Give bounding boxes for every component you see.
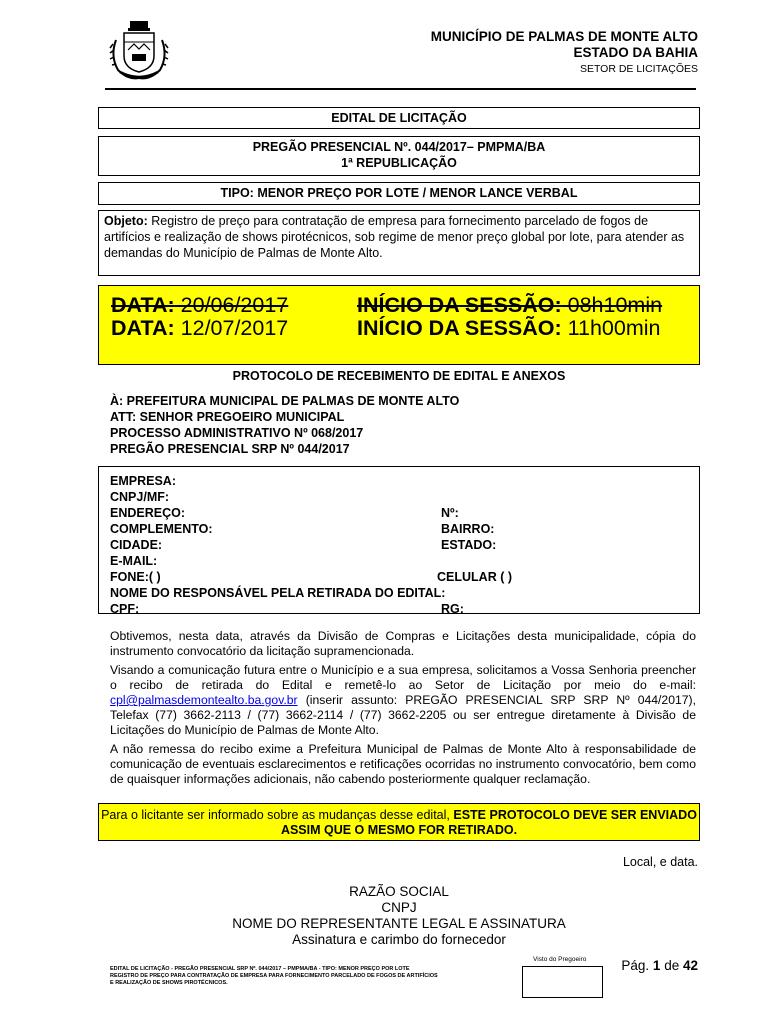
address-process: PROCESSO ADMINISTRATIVO Nº 068/2017: [110, 426, 364, 440]
cnpj-field[interactable]: CNPJ/MF:: [110, 490, 170, 504]
complemento-field[interactable]: COMPLEMENTO:: [110, 522, 213, 536]
paragraph-responsibility: A não remessa do recibo exime a Prefeitura Municipal de Palmas de Monte Alto à responsabilidade de comunicação de eventuais esclarecimentos e retificações ocorridas no instrumento convocatório, bem como de quaisquer informações adicionais, não cabendo posteriormente qualquer reclamação.: [110, 742, 696, 786]
objeto-label: Objeto:: [104, 214, 148, 228]
department-name: SETOR DE LICITAÇÕES: [579, 63, 698, 75]
protocolo-title: PROTOCOLO DE RECEBIMENTO DE EDITAL E ANEXOS: [232, 369, 566, 383]
signature-cnpj: CNPJ: [381, 900, 417, 915]
signature-representative: NOME DO REPRESENTANTE LEGAL E ASSINATURA: [232, 916, 566, 931]
signature-stamp: Assinatura e carimbo do fornecedor: [292, 932, 506, 947]
visto-label: Visto do Pregoeiro: [533, 956, 587, 963]
paragraph-receipt: Obtivemos, nesta data, através da Divisão de Compras e Licitações desta municipalidade, cópia do instrumento convocatório da licitação supramencionada.: [110, 629, 696, 658]
new-session-time: INÍCIO DA SESSÃO: 11h00min: [357, 316, 661, 340]
objeto-box: [98, 210, 700, 276]
state-name: ESTADO DA BAHIA: [573, 45, 698, 60]
celular-field[interactable]: CELULAR ( ): [437, 570, 512, 584]
company-form-box: [98, 466, 700, 614]
visto-box: [522, 966, 603, 998]
old-session-time: INÍCIO DA SESSÃO: 08h10min: [357, 293, 663, 317]
footer-reference: EDITAL DE LICITAÇÃO - PREGÃO PRESENCIAL SRP Nº. 044/2017 – PMPMA/BA - TIPO: MENOR PREÇO POR LOTE REGISTRO DE PREÇO PARA CONTRATAÇÃO DE EMPRESA PARA FORNECIMENTO PARCELADO DE FOGOS DE ARTIFÍCIOS E REALIZAÇÃO DE SHOWS PIROTÉCNICOS.: [110, 966, 438, 986]
objeto-text: Registro de preço para contratação de empresa para fornecimento parcelado de fogos de artifícios e realização de shows pirotécnicos, sob regime de menor preço global por lote, para atender as demandas do Município de Palmas de Monte Alto.: [104, 214, 685, 260]
page-number: Pág. 1 de 42: [621, 958, 698, 973]
notice-text: Para o licitante ser informado sobre as mudanças desse edital,: [101, 808, 454, 822]
address-attention: ATT: SENHOR PREGOEIRO MUNICIPAL: [110, 410, 345, 424]
bairro-field[interactable]: BAIRRO:: [441, 522, 495, 536]
email-field[interactable]: E-MAIL:: [110, 554, 158, 568]
paragraph-communication: Visando a comunicação futura entre o Município e a sua empresa, solicitamos a Vossa Senhoria preencher o recibo de retirada do Edital e remetê-lo ao Setor de Licitação por meio do e-mail: cpl@palmasdemontealto.ba.gov.br (inserir assunto: PREGÃO PRESENCIAL SRP SRP Nº 044/2017), Telefax (77) 3662-2113 / (77) 3662-2114 / (77) 3662-2205 ou ser entregue diretamente à Divisão de Licitações do Município de Palmas de Monte Alto.: [110, 663, 696, 737]
new-date: DATA: 12/07/2017: [111, 316, 289, 340]
cidade-field[interactable]: CIDADE:: [110, 538, 163, 552]
empresa-field[interactable]: EMPRESA:: [110, 474, 176, 488]
local-date: Local, e data.: [622, 855, 698, 869]
fone-field[interactable]: FONE:( ): [110, 570, 161, 584]
email-link[interactable]: cpl@palmasdemontealto.ba.gov.br: [110, 693, 298, 707]
municipality-name: MUNICÍPIO DE PALMAS DE MONTE ALTO: [430, 29, 698, 44]
edital-title: EDITAL DE LICITAÇÃO: [98, 107, 700, 129]
pregao-number: PREGÃO PRESENCIAL Nº. 044/2017– PMPMA/BA: [252, 140, 546, 154]
endereco-field[interactable]: ENDEREÇO:: [110, 506, 186, 520]
pregao-box: [98, 136, 700, 176]
notice-emphasis: ESTE PROTOCOLO DEVE SER ENVIADO ASSIM QUE O MESMO FOR RETIRADO.: [280, 808, 697, 837]
signature-company: RAZÃO SOCIAL: [349, 884, 449, 899]
republication-label: 1ª REPUBLICAÇÃO: [341, 156, 457, 170]
cpf-field[interactable]: CPF:: [110, 602, 140, 616]
numero-field[interactable]: Nº:: [441, 506, 459, 520]
estado-field[interactable]: ESTADO:: [441, 538, 497, 552]
header-divider: [105, 88, 696, 90]
rg-field[interactable]: RG:: [441, 602, 464, 616]
session-dates-box: [98, 285, 700, 365]
notice-box: [98, 803, 700, 841]
coat-of-arms-icon: [108, 20, 170, 82]
responsavel-field[interactable]: NOME DO RESPONSÁVEL PELA RETIRADA DO EDITAL:: [110, 586, 446, 600]
old-date: DATA: 20/06/2017: [111, 293, 289, 317]
address-pregao: PREGÃO PRESENCIAL SRP Nº 044/2017: [110, 442, 350, 456]
address-recipient: À: PREFEITURA MUNICIPAL DE PALMAS DE MONTE ALTO: [110, 394, 460, 408]
tipo-label: TIPO: MENOR PREÇO POR LOTE / MENOR LANCE VERBAL: [98, 182, 700, 205]
